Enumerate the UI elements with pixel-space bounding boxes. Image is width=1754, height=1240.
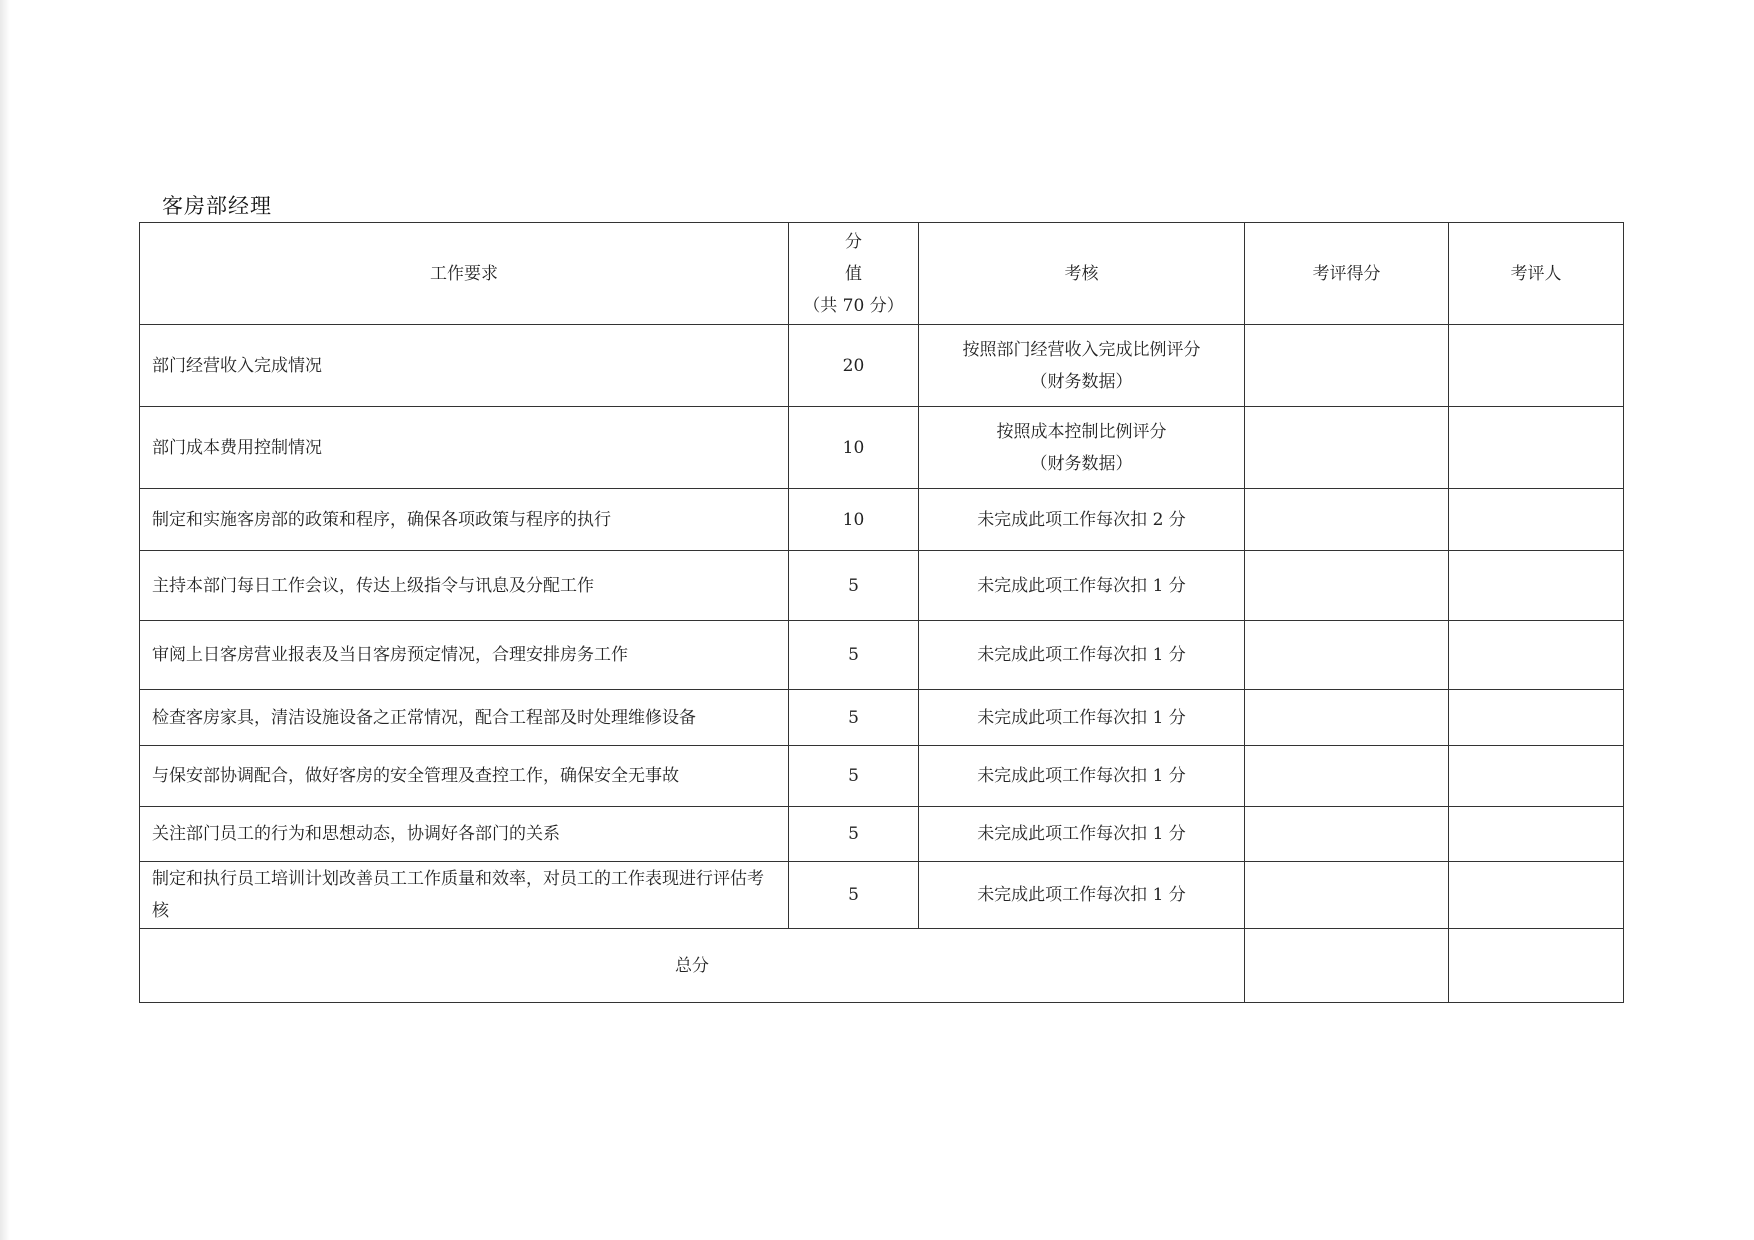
score-cell: 5 bbox=[789, 690, 919, 746]
total-eval-score-cell[interactable] bbox=[1245, 929, 1449, 1003]
evaluator-cell[interactable] bbox=[1449, 862, 1624, 929]
table-row bbox=[140, 325, 1624, 407]
table-row bbox=[140, 489, 1624, 551]
evaluator-cell[interactable] bbox=[1449, 690, 1624, 746]
evaluator-cell[interactable] bbox=[1449, 489, 1624, 551]
total-evaluator-cell[interactable] bbox=[1449, 929, 1624, 1003]
table-row bbox=[140, 862, 1624, 929]
score-cell: 20 bbox=[789, 325, 919, 407]
table-row bbox=[140, 621, 1624, 690]
assessment-rule: 按照成本控制比例评分 bbox=[996, 421, 1167, 442]
eval-score-cell[interactable] bbox=[1245, 807, 1449, 862]
table-row bbox=[140, 690, 1624, 746]
header-score bbox=[789, 223, 919, 325]
requirement-cell: 审阅上日客房营业报表及当日客房预定情况，合理安排房务工作 bbox=[140, 621, 789, 690]
assessment-source: （财务数据） bbox=[1030, 371, 1133, 392]
header-eval-score: 考评得分 bbox=[1245, 223, 1449, 325]
eval-score-cell[interactable] bbox=[1245, 489, 1449, 551]
total-row bbox=[140, 929, 1624, 1003]
evaluator-cell[interactable] bbox=[1449, 407, 1624, 489]
score-cell: 5 bbox=[789, 862, 919, 929]
page-edge-shadow bbox=[0, 0, 10, 1240]
score-cell: 10 bbox=[789, 407, 919, 489]
assessment-cell: 未完成此项工作每次扣 1 分 bbox=[919, 690, 1245, 746]
assessment-cell: 未完成此项工作每次扣 1 分 bbox=[919, 621, 1245, 690]
eval-score-cell[interactable] bbox=[1245, 746, 1449, 807]
requirement-cell: 制定和实施客房部的政策和程序，确保各项政策与程序的执行 bbox=[140, 489, 789, 551]
evaluator-cell[interactable] bbox=[1449, 807, 1624, 862]
assessment-cell bbox=[919, 407, 1245, 489]
eval-score-cell[interactable] bbox=[1245, 407, 1449, 489]
assessment-rule: 按照部门经营收入完成比例评分 bbox=[962, 339, 1201, 360]
evaluator-cell[interactable] bbox=[1449, 325, 1624, 407]
assessment-cell: 未完成此项工作每次扣 1 分 bbox=[919, 807, 1245, 862]
evaluator-cell[interactable] bbox=[1449, 551, 1624, 621]
header-requirement: 工作要求 bbox=[140, 223, 789, 325]
requirement-cell: 部门成本费用控制情况 bbox=[140, 407, 789, 489]
evaluation-table bbox=[139, 222, 1624, 1003]
table-row bbox=[140, 746, 1624, 807]
document-title: 客房部经理 bbox=[162, 194, 272, 218]
header-assessment: 考核 bbox=[919, 223, 1245, 325]
score-cell: 5 bbox=[789, 621, 919, 690]
requirement-cell: 关注部门员工的行为和思想动态，协调好各部门的关系 bbox=[140, 807, 789, 862]
table-row bbox=[140, 807, 1624, 862]
requirement-cell: 制定和执行员工培训计划改善员工工作质量和效率，对员工的工作表现进行评估考核 bbox=[140, 862, 789, 929]
header-score-label: 分 值 bbox=[845, 231, 919, 284]
requirement-cell: 检查客房家具，清洁设施设备之正常情况，配合工程部及时处理维修设备 bbox=[140, 690, 789, 746]
table-header-row bbox=[140, 223, 1624, 325]
eval-score-cell[interactable] bbox=[1245, 690, 1449, 746]
assessment-source: （财务数据） bbox=[1030, 453, 1133, 474]
evaluator-cell[interactable] bbox=[1449, 621, 1624, 690]
total-label: 总分 bbox=[140, 929, 1245, 1003]
header-evaluator: 考评人 bbox=[1449, 223, 1624, 325]
requirement-cell: 部门经营收入完成情况 bbox=[140, 325, 789, 407]
evaluator-cell[interactable] bbox=[1449, 746, 1624, 807]
assessment-cell bbox=[919, 325, 1245, 407]
table-row bbox=[140, 551, 1624, 621]
eval-score-cell[interactable] bbox=[1245, 862, 1449, 929]
eval-score-cell[interactable] bbox=[1245, 551, 1449, 621]
score-cell: 5 bbox=[789, 807, 919, 862]
eval-score-cell[interactable] bbox=[1245, 621, 1449, 690]
requirement-cell: 与保安部协调配合，做好客房的安全管理及查控工作，确保安全无事故 bbox=[140, 746, 789, 807]
assessment-cell: 未完成此项工作每次扣 2 分 bbox=[919, 489, 1245, 551]
assessment-cell: 未完成此项工作每次扣 1 分 bbox=[919, 551, 1245, 621]
score-cell: 5 bbox=[789, 551, 919, 621]
assessment-cell: 未完成此项工作每次扣 1 分 bbox=[919, 746, 1245, 807]
score-cell: 5 bbox=[789, 746, 919, 807]
score-cell: 10 bbox=[789, 489, 919, 551]
eval-score-cell[interactable] bbox=[1245, 325, 1449, 407]
assessment-cell: 未完成此项工作每次扣 1 分 bbox=[919, 862, 1245, 929]
header-score-total: （共 70 分） bbox=[803, 295, 904, 316]
requirement-cell: 主持本部门每日工作会议，传达上级指令与讯息及分配工作 bbox=[140, 551, 789, 621]
table-row bbox=[140, 407, 1624, 489]
